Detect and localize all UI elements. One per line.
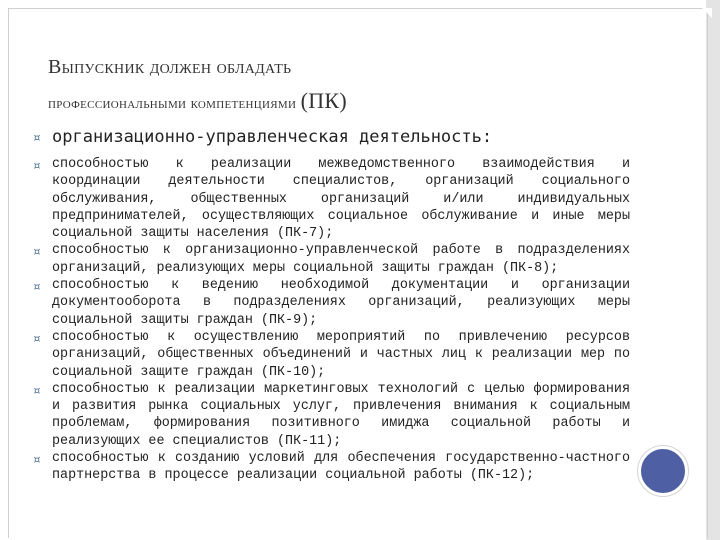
list-item-text: способностью к реализации маркетинговых технологий с целью формирования и развития рынка социальных услуг, привлечения внимания к социальным проблемам, формирования позитивного имиджа социальной работы и реализующих ее специалистов (ПК-11); bbox=[52, 381, 630, 449]
list-item bbox=[26, 329, 630, 381]
title-line-2-text: профессиональными компетенциями bbox=[48, 95, 297, 112]
slide-title bbox=[48, 50, 347, 121]
list-item-text: способностью к созданию условий для обеспечения государственно-частного партнерства в процессе реализации социальной работы (ПК-12); bbox=[52, 451, 630, 484]
list-item bbox=[26, 381, 630, 450]
bullet-icon: ¤ bbox=[33, 453, 41, 467]
section-heading: организационно-управленческая деятельность: bbox=[52, 127, 493, 147]
bullet-list bbox=[26, 124, 630, 485]
bullet-icon: ¤ bbox=[33, 280, 41, 294]
decorative-circle bbox=[638, 446, 688, 496]
bullet-icon: ¤ bbox=[33, 159, 41, 172]
list-item-text: способностью к ведению необходимой документации и организации документооборота в подразделениях организаций, реализующих меры социальной защиты граждан (ПК-9); bbox=[52, 278, 630, 328]
bullet-icon: ¤ bbox=[33, 331, 41, 345]
title-pk-label: (ПК) bbox=[300, 88, 347, 113]
list-item bbox=[26, 156, 630, 242]
list-item-heading bbox=[26, 124, 630, 150]
title-line-1: Выпускник должен обладать bbox=[48, 56, 292, 78]
list-item-text: способностью к организационно-управленческой работе в подразделениях организаций, реализующих меры социальной защиты граждан (ПК-8); bbox=[52, 243, 630, 276]
list-item bbox=[26, 450, 630, 485]
bullet-icon: ¤ bbox=[33, 131, 41, 144]
bullet-icon: ¤ bbox=[33, 383, 41, 397]
bullet-icon: ¤ bbox=[33, 245, 41, 259]
folded-corner bbox=[702, 8, 712, 18]
list-item-text: способностью к осуществлению мероприятий по привлечению ресурсов организаций, общественных объединений и частных лиц к реализации мер по социальной защите граждан (ПК-10); bbox=[52, 329, 630, 380]
list-item-text: способностью к реализации межведомственного взаимодействия и координации деятельности специалистов, организаций социального обслуживания, общественных организаций и/или индивидуальных предпринимателей, осуществляющих социальное обслуживание и иные меры социальной защиты населения (ПК-7); bbox=[52, 157, 630, 242]
title-line-2 bbox=[48, 84, 347, 121]
list-item bbox=[26, 277, 630, 329]
list-item bbox=[26, 242, 630, 277]
right-edge-strip bbox=[706, 0, 720, 540]
